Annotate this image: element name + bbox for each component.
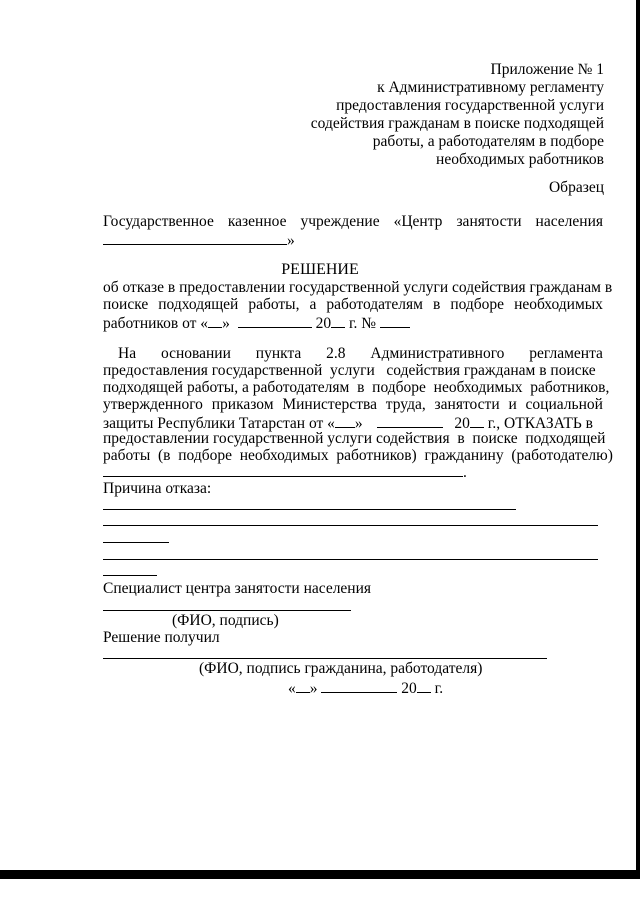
date-month-blank[interactable] [321,678,397,693]
appendix-line-6: необходимых работников [436,151,604,168]
institution-word: учреждение [300,213,380,230]
body-word: утвержденного [103,396,203,413]
institution-line [103,213,603,231]
body-line-3: подходящей работы, а работодателям в подборе необходимых работников, [103,379,610,396]
body-word: труда, [385,396,426,413]
institution-name-blank[interactable] [103,230,287,245]
reason-line-2[interactable] [103,525,598,526]
order-year-blank[interactable] [470,413,484,428]
body-period: . [463,464,467,481]
body-line-6: предоставлении государственной услуги содействия в поиске подходящей [103,430,606,447]
decision-line-1: об отказе в предоставлении государственной услуги содействия гражданам в [103,279,613,296]
citizen-sign-caption: (ФИО, подпись гражданина, работодателя) [199,660,483,677]
scan-right-border [636,0,640,879]
received-label: Решение получил [103,629,220,646]
body-line-7: работы (в подборе необходимых работников) гражданину (работодателю) [103,447,613,464]
date-day-blank[interactable] [296,678,310,693]
date-year-blank[interactable] [417,678,431,693]
date-line [288,678,443,698]
decision-word: подходящей [158,296,239,313]
reason-line-4[interactable] [103,559,598,560]
date-close-quote: » [309,680,318,697]
decision-title: РЕШЕНИЕ [281,261,359,278]
institution-word: казенное [227,213,287,230]
decision-year-blank[interactable] [331,313,345,328]
body-close-quote: » [354,415,363,432]
decision-month-blank[interactable] [238,313,312,328]
scan-bottom-border [0,870,636,879]
decision-number-label: г. № [348,315,377,332]
decision-number-blank[interactable] [380,313,410,328]
body-word: и [508,396,517,413]
decision-line-3 [103,313,410,333]
decision-close-quote: » [222,315,230,332]
body-word: пункта [255,345,302,362]
institution-word: населения [535,213,603,230]
order-month-blank[interactable] [377,413,443,428]
appendix-line-5: работы, а работодателям в подборе [372,133,604,150]
decision-word: а [309,296,317,313]
decision-word: поиске [103,296,149,313]
reason-label: Причина отказа: [103,480,212,497]
institution-close-quote: » [287,232,295,249]
body-line-1 [118,345,603,363]
body-word: занятости [434,396,500,413]
body-line-8 [103,462,467,482]
sample-label: Образец [548,179,604,196]
body-word: На [118,345,137,362]
reason-line-3[interactable] [103,542,169,543]
decision-word: в [432,296,441,313]
appendix-line-2: к Административному регламенту [377,79,604,96]
body-refuse-text: г., ОТКАЗАТЬ в [487,415,593,432]
institution-word: занятости [456,213,522,230]
decision-year-prefix: 20 [315,315,332,332]
decision-word: работы, [248,296,300,313]
institution-word: Государственное [103,213,214,230]
date-year-suffix: г. [434,680,444,697]
body-word: социальной [525,396,603,413]
reason-line-5[interactable] [103,575,157,576]
decision-word: подборе [450,296,505,313]
specialist-fio-caption: (ФИО, подпись) [172,612,279,629]
body-word: приказом [211,396,274,413]
institution-word: «Центр [393,213,443,230]
order-day-blank[interactable] [335,413,355,428]
recipient-blank[interactable] [103,462,463,477]
decision-workers-from: работников от « [103,315,209,332]
body-word: основании [160,345,231,362]
specialist-sign-line[interactable] [103,610,351,611]
appendix-line-3: предоставления государственной услуги [336,97,604,114]
appendix-line-4: содействия гражданам в поиске подходящей [310,115,604,132]
body-word: Административного [370,345,505,362]
citizen-sign-line[interactable] [103,658,547,659]
body-word: регламента [529,345,603,362]
body-ministry-text: защиты Республики Татарстан от « [103,415,335,432]
date-open-quote: « [288,680,296,697]
specialist-label: Специалист центра занятости населения [103,580,372,597]
date-year-prefix: 20 [401,680,417,697]
decision-line-2 [103,296,603,314]
decision-word: работодателям [326,296,423,313]
body-line-2: предоставления государственной услуги содействия гражданам в поиске [103,362,596,379]
reason-line-1[interactable] [103,509,516,510]
body-line-4 [103,396,603,414]
body-word: Министерства [282,396,377,413]
order-year-prefix: 20 [454,415,470,432]
appendix-line-1: Приложение № 1 [490,61,604,78]
decision-day-blank[interactable] [208,313,222,328]
decision-word: необходимых [514,296,603,313]
body-word: 2.8 [326,345,346,362]
institution-name-line [103,230,295,250]
